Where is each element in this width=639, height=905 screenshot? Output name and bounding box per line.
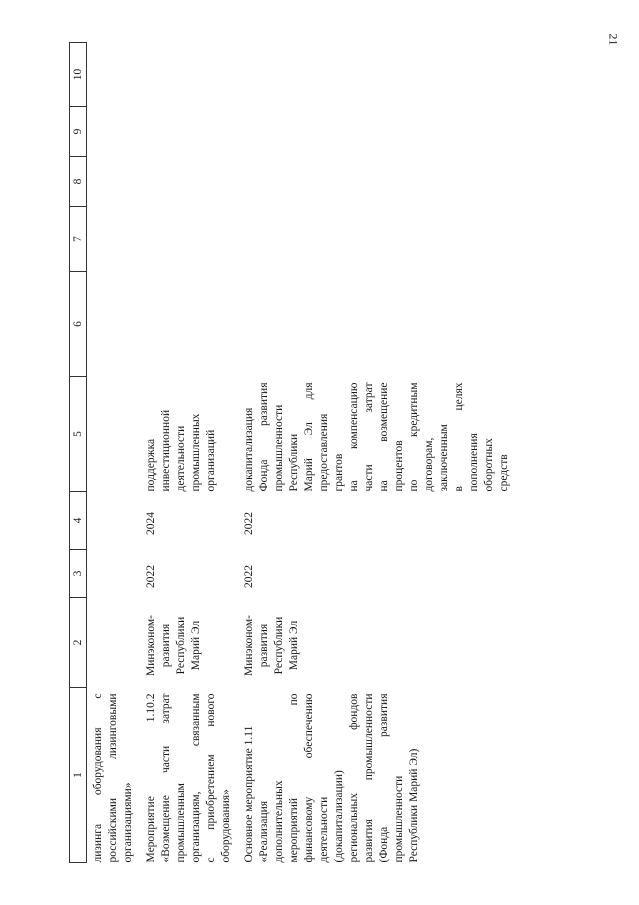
text-line: организациям, связанным xyxy=(190,693,202,863)
text-line: промышленности xyxy=(273,404,285,492)
text-line: Основное мероприятие 1.11 xyxy=(243,725,255,863)
end-year-cell: 2024 xyxy=(145,512,157,535)
start-year-cell xyxy=(87,550,141,598)
text-line: на возмещение xyxy=(378,382,390,492)
text-line: с приобретением нового xyxy=(205,693,217,863)
text-line: российскими лизинговыми xyxy=(107,693,119,863)
text-line: заключенным xyxy=(438,424,450,492)
text-line: Республики Марий Эл) xyxy=(408,748,420,863)
page-number: 21 xyxy=(606,33,621,46)
text-line: региональных фондов xyxy=(348,693,360,863)
empty-cell xyxy=(238,272,516,377)
empty-cell xyxy=(140,272,238,377)
text-line: Марий Эл для xyxy=(303,382,315,492)
executor-cell xyxy=(238,598,516,688)
column-header-8: 8 xyxy=(70,157,87,207)
text-line: Республики xyxy=(175,616,187,675)
executor-cell xyxy=(140,598,238,688)
executor-cell xyxy=(87,598,141,688)
text-line: Минэконом- xyxy=(145,615,157,677)
text-line: развития промышленности xyxy=(363,693,375,863)
text-line: лизинга оборудования с xyxy=(92,693,104,863)
empty-cell xyxy=(87,107,141,157)
empty-cell xyxy=(87,157,141,207)
text-line: финансовому обеспечению xyxy=(303,693,315,863)
table-header-row xyxy=(70,43,87,863)
empty-cell xyxy=(238,207,516,272)
text-line: дополнительных xyxy=(273,780,285,863)
table-row xyxy=(140,43,238,863)
text-line: деятельности xyxy=(175,425,187,492)
column-header-2: 2 xyxy=(70,598,87,688)
empty-cell xyxy=(238,107,516,157)
text-line: инвестиционной xyxy=(160,409,172,492)
empty-cell xyxy=(238,157,516,207)
column-header-1: 1 xyxy=(70,688,87,863)
text-line: промышленных xyxy=(190,413,202,492)
result-cell xyxy=(140,377,238,492)
landscape-table-area xyxy=(69,43,569,863)
column-header-3: 3 xyxy=(70,550,87,598)
empty-cell xyxy=(87,272,141,377)
text-line: промышленным xyxy=(175,783,187,863)
text-line: промышленности xyxy=(393,775,405,863)
text-line: части затрат xyxy=(363,382,375,492)
text-line: Республики xyxy=(273,616,285,675)
column-header-4: 4 xyxy=(70,492,87,550)
text-line: Мероприятие 1.10.2 xyxy=(145,693,157,863)
text-line: «Реализация xyxy=(258,800,270,863)
text-line: Марий Эл xyxy=(190,620,202,671)
text-line: поддержка xyxy=(145,438,157,492)
text-line: Республики xyxy=(288,433,300,492)
measure-name-cell xyxy=(87,688,141,863)
column-header-5: 5 xyxy=(70,377,87,492)
text-line: организациями» xyxy=(122,782,134,863)
text-line: пополнения xyxy=(468,433,480,492)
text-line: развития xyxy=(258,623,270,668)
end-year-cell xyxy=(87,492,141,550)
text-line: Марий Эл xyxy=(288,620,300,671)
table-row xyxy=(87,43,141,863)
start-year-cell: 2022 xyxy=(145,565,157,588)
text-line: мероприятий по xyxy=(288,693,300,863)
text-line: по кредитным xyxy=(408,382,420,492)
empty-cell xyxy=(140,157,238,207)
text-line: «Возмещение части затрат xyxy=(160,693,172,863)
text-line: процентов xyxy=(393,440,405,492)
empty-cell xyxy=(87,43,141,107)
column-header-6: 6 xyxy=(70,272,87,377)
text-line: (докапитализации) xyxy=(333,770,345,863)
text-line: оборудования» xyxy=(220,789,232,863)
empty-cell xyxy=(140,43,238,107)
program-measures-table xyxy=(69,42,516,863)
text-line: деятельности xyxy=(318,796,330,863)
text-line: (Фонда развития xyxy=(378,693,390,863)
text-line: Минэконом- xyxy=(243,615,255,677)
empty-cell xyxy=(238,43,516,107)
text-line: на компенсацию xyxy=(348,382,360,492)
text-line: оборотных xyxy=(483,438,495,492)
column-header-10: 10 xyxy=(70,43,87,107)
text-line: организаций xyxy=(205,429,217,492)
empty-cell xyxy=(87,207,141,272)
column-header-7: 7 xyxy=(70,207,87,272)
text-line: договорам, xyxy=(423,437,435,492)
text-line: предоставления xyxy=(318,413,330,492)
measure-name-cell xyxy=(140,688,238,863)
empty-cell xyxy=(140,207,238,272)
start-year-cell: 2022 xyxy=(243,565,255,588)
table-row xyxy=(238,43,516,863)
result-cell xyxy=(238,377,516,492)
text-line: развития xyxy=(160,623,172,668)
column-header-9: 9 xyxy=(70,107,87,157)
end-year-cell: 2022 xyxy=(243,512,255,535)
empty-cell xyxy=(140,107,238,157)
text-line: в целях xyxy=(453,382,465,492)
text-line: средств xyxy=(498,454,510,492)
measure-name-cell xyxy=(238,688,516,863)
result-cell xyxy=(87,377,141,492)
text-line: Фонда развития xyxy=(258,382,270,492)
text-line: докапитализация xyxy=(243,407,255,492)
text-line: грантов xyxy=(333,453,345,492)
